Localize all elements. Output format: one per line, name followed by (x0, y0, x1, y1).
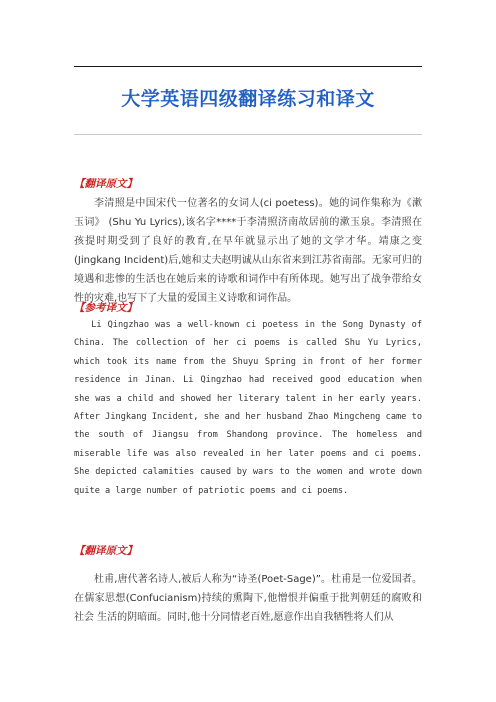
translation-paragraph: Li Qingzhao was a well-known ci poetess in the Song Dynasty of China. The collection of her ci poems is called Shu Yu Lyrics, which took its name from the Shuyu Spring in front of her former residence in Jinan. Li Qingzhao had received good education when she was a child and showed her literary talent in her early years. After Jingkang Incident, she and her husband Zhao Mingcheng came to the south of Jiangsu from Shandong province. The homeless and miserable life was also revealed in her later poems and ci poems. She depicted calamities caused by wars to the women and wrote down quite a large number of patriotic poems and ci poems. (74, 320, 422, 496)
section-heading-translation: 【参考译文】 (74, 302, 137, 314)
header-rule (74, 66, 422, 67)
title-divider (74, 134, 422, 135)
source-paragraph-2: 杜甫,唐代著名诗人,被后人称为“诗圣(Poet-Sage)”。杜甫是一位爱国者。在儒家思想(Confucianism)持续的熏陶下,他憎恨并偏重于批判朝廷的腐败和社会 生活的阴暗面。同时,他十分同情老百姓,愿意作出自我牺牲将人们从 (74, 574, 422, 623)
document-title: 大学英语四级翻译练习和译文 (121, 88, 375, 110)
section-heading-source: 【翻译原文】 (74, 178, 137, 190)
source-paragraph-1: 李清照是中国宋代一位著名的女词人(ci poetess)。她的词作集称为《漱玉词》 (Shu Yu Lyrics),该名字****于李清照济南故居前的漱玉泉。李清照在孩提时期受到了良好的教育,在早年就显示出了她的文学才华。靖康之变(Jingkang Incident)后,她和丈夫赵明诚从山东省来到江苏省南部。无家可归的境遇和悲惨的生活也在她后来的诗歌和词作中有所体现。她写出了战争带给女性的灾难,也写下了大量的爱国主义诗歌和词作品。 (74, 198, 422, 304)
section-heading-source-2: 【翻译原文】 (74, 545, 137, 557)
